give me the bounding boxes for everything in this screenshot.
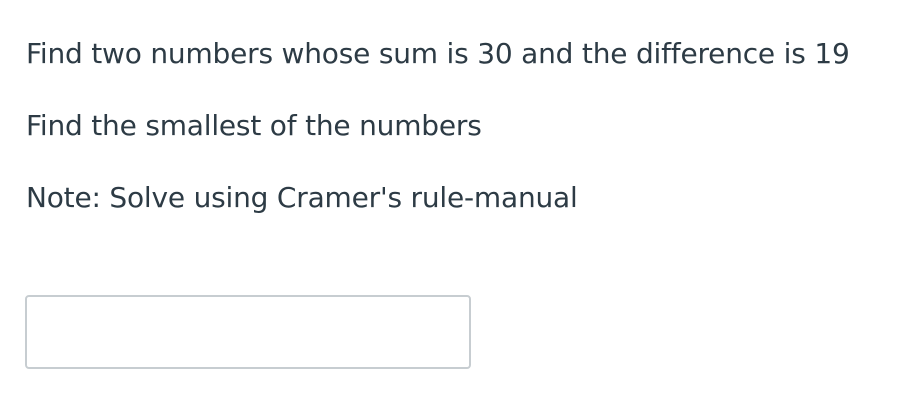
question-line-note: Note: Solve using Cramer's rule-manual <box>26 181 578 214</box>
question-text <box>26 34 886 218</box>
question-line-problem: Find two numbers whose sum is 30 and the difference is 19 <box>26 37 850 70</box>
answer-input[interactable] <box>25 295 471 369</box>
question-line-task: Find the smallest of the numbers <box>26 109 482 142</box>
